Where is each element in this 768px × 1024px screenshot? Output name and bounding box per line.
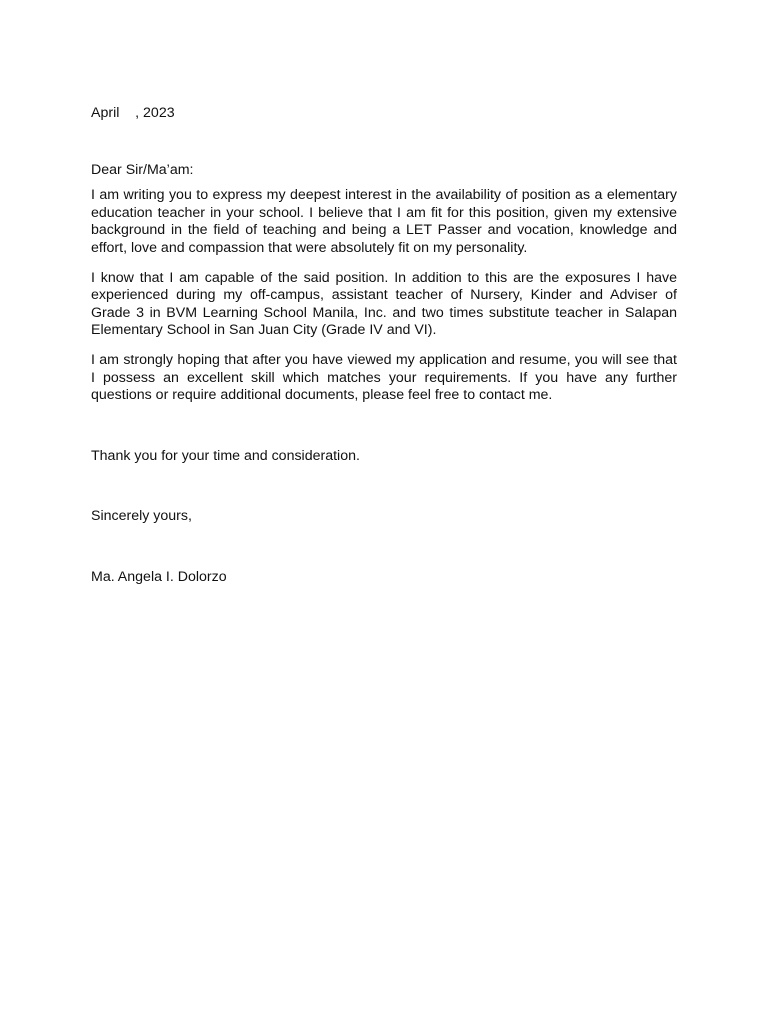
letter-salutation: Dear Sir/Ma’am:	[91, 161, 194, 178]
letter-thanks: Thank you for your time and consideration.	[91, 447, 360, 464]
letter-date: April , 2023	[91, 105, 175, 121]
letter-paragraph-1: I am writing you to express my deepest interest in the availability of position as a elementary education teacher in your school. I believe that I am fit for this position, given my extensive background in the field of teaching and being a LET Passer and vocation, knowledge and effort, love and compassion that were absolutely fit on my personality.	[91, 187, 677, 256]
letter-paragraph-2: I know that I am capable of the said position. In addition to this are the exposures I have experienced during my off-campus, assistant teacher of Nursery, Kinder and Adviser of Grade 3 in BVM Learning School Manila, Inc. and two times substitute teacher in Salapan Elementary School in San Juan City (Grade IV and VI).	[91, 269, 677, 339]
letter-closing: Sincerely yours,	[91, 508, 192, 525]
cover-letter	[91, 105, 677, 587]
letter-signature: Ma. Angela I. Dolorzo	[91, 568, 227, 585]
letter-paragraph-3: I am strongly hoping that after you have viewed my application and resume, you will see that I possess an excellent skill which matches your requirements. If you have any further questions or require additional documents, please feel free to contact me.	[91, 351, 677, 404]
